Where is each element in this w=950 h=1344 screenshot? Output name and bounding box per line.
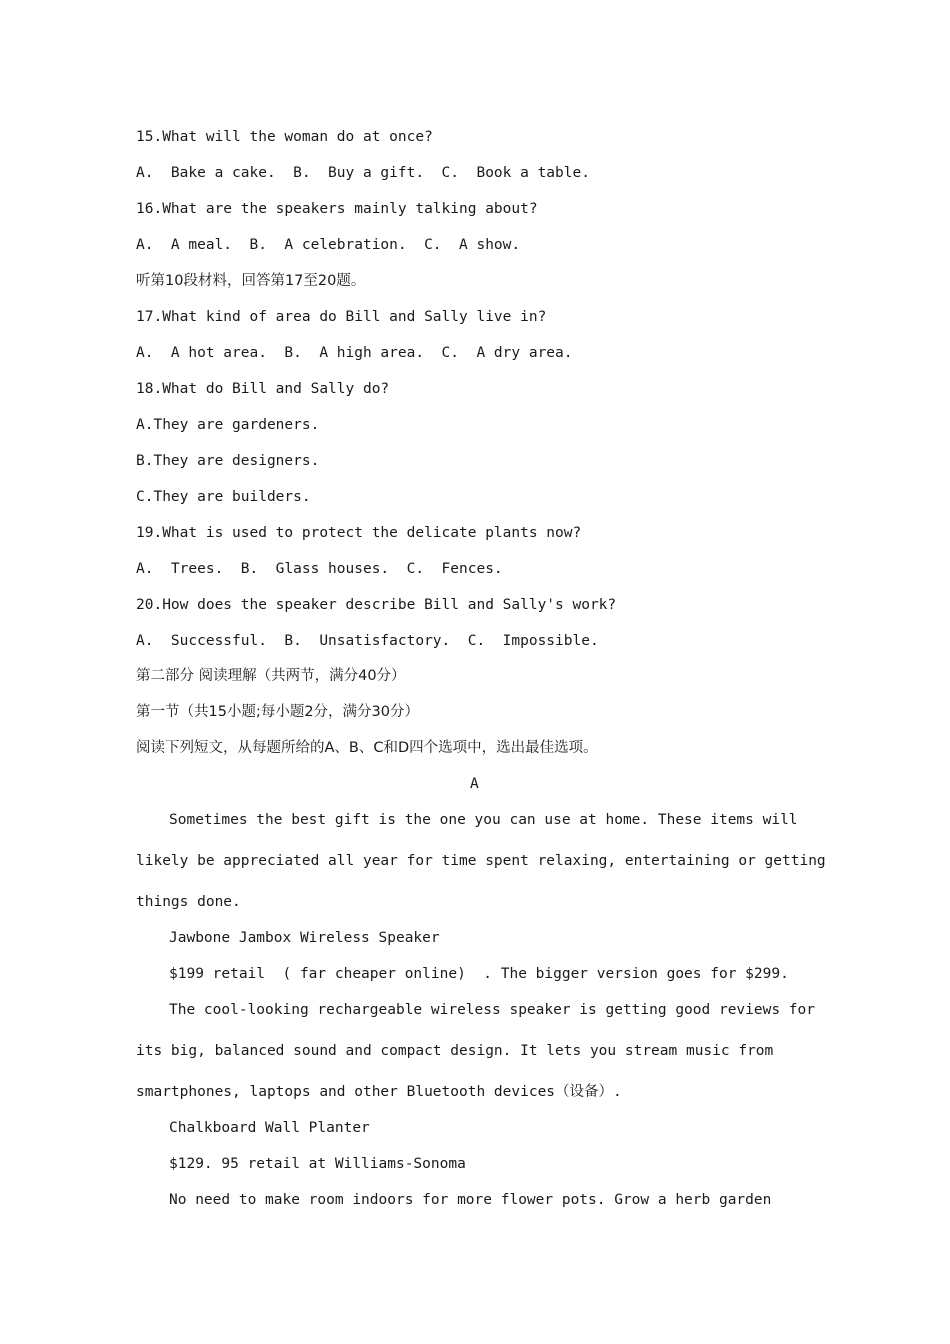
item-title-speaker: Jawbone Jambox Wireless Speaker xyxy=(169,930,440,946)
question-18-option-c: C.They are builders. xyxy=(136,489,311,505)
question-18-option-b: B.They are designers. xyxy=(136,453,320,469)
question-17: 17.What kind of area do Bill and Sally live in? xyxy=(136,309,547,325)
passage-paragraph-line: things done. xyxy=(136,894,241,910)
passage-paragraph-line: Sometimes the best gift is the one you can use at home. These items will xyxy=(169,812,798,828)
item-title-planter: Chalkboard Wall Planter xyxy=(169,1120,370,1136)
item-price-planter: $129. 95 retail at Williams-Sonoma xyxy=(169,1156,466,1172)
item-description-line: The cool-looking rechargeable wireless speaker is getting good reviews for xyxy=(169,1002,816,1018)
section-instruction-material-10: 听第10段材料，回答第17至20题。 xyxy=(136,273,366,289)
question-17-options: A. A hot area. B. A high area. C. A dry area. xyxy=(136,345,573,361)
item-description-line: its big, balanced sound and compact design. It lets you stream music from xyxy=(136,1043,774,1059)
reading-instruction: 阅读下列短文，从每题所给的A、B、C和D四个选项中，选出最佳选项。 xyxy=(136,740,598,756)
question-20: 20.How does the speaker describe Bill and Sally's work? xyxy=(136,597,617,613)
item-description-line: smartphones, laptops and other Bluetooth devices（设备）. xyxy=(136,1084,622,1100)
question-15-options: A. Bake a cake. B. Buy a gift. C. Book a table. xyxy=(136,165,590,181)
passage-paragraph-line: likely be appreciated all year for time spent relaxing, entertaining or getting xyxy=(136,853,826,869)
question-16: 16.What are the speakers mainly talking about? xyxy=(136,201,538,217)
part-two-heading: 第二部分 阅读理解（共两节，满分40分） xyxy=(136,668,406,684)
section-one-heading: 第一节（共15小题;每小题2分，满分30分） xyxy=(136,704,420,720)
passage-label: A xyxy=(470,776,479,792)
question-19-options: A. Trees. B. Glass houses. C. Fences. xyxy=(136,561,503,577)
item-price-speaker: $199 retail ( far cheaper online) . The bigger version goes for $299. xyxy=(169,966,789,982)
question-18-option-a: A.They are gardeners. xyxy=(136,417,320,433)
question-15: 15.What will the woman do at once? xyxy=(136,129,433,145)
question-19: 19.What is used to protect the delicate plants now? xyxy=(136,525,582,541)
question-20-options: A. Successful. B. Unsatisfactory. C. Impossible. xyxy=(136,633,599,649)
item-description-line: No need to make room indoors for more flower pots. Grow a herb garden xyxy=(169,1192,772,1208)
question-18: 18.What do Bill and Sally do? xyxy=(136,381,390,397)
question-16-options: A. A meal. B. A celebration. C. A show. xyxy=(136,237,521,253)
